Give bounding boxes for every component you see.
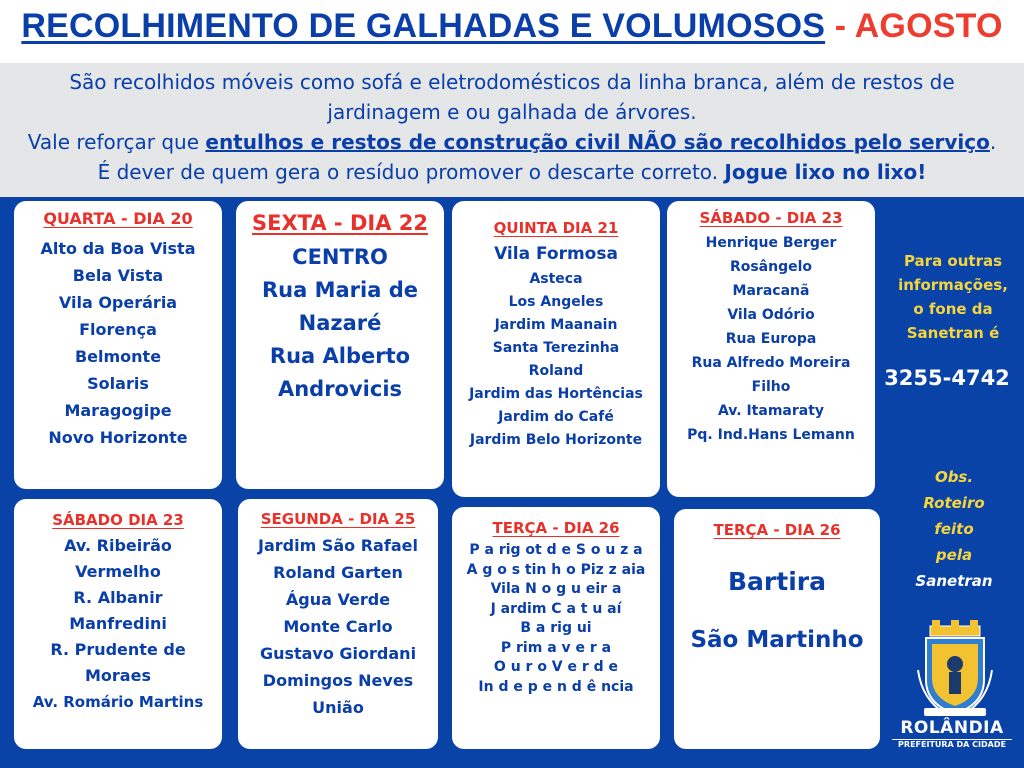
- list-item: Vila Operária: [58, 293, 178, 312]
- obs-line: Obs.: [934, 468, 974, 486]
- intro-line-4-pre: É dever de quem gera o resíduo promover o descarte correto.: [97, 160, 725, 184]
- card-terca-26-a: [452, 507, 660, 749]
- list-item: Jardim das Hortências: [469, 386, 643, 402]
- info-line: Para outras: [903, 252, 1003, 270]
- list-item: P rim a v e r a: [500, 639, 612, 656]
- card-header: TERÇA - DIA 26: [492, 519, 620, 537]
- obs-line: Sanetran: [915, 572, 993, 590]
- card-header: SÁBADO - DIA 23: [699, 209, 843, 227]
- list-item: In d e p e n d ê ncia: [478, 678, 634, 695]
- obs-line: pela: [935, 546, 973, 564]
- list-item: Vila Formosa: [494, 244, 618, 264]
- list-item: Jardim São Rafael: [258, 536, 418, 555]
- card-sabado-23-a: [667, 201, 875, 497]
- intro-line-1: São recolhidos móveis como sofá e eletrodomésticos da linha branca, além de restos de: [69, 70, 955, 94]
- obs-line: feito: [934, 520, 974, 538]
- list-item: CENTRO: [292, 245, 388, 269]
- list-item: P a rig ot d e S o u z a: [469, 542, 643, 558]
- card-header: SEXTA - DIA 22: [252, 211, 428, 235]
- intro-line-2: jardinagem e ou galhada de árvores.: [327, 100, 697, 124]
- title-main: RECOLHIMENTO DE GALHADAS E VOLUMOSOS: [21, 7, 826, 45]
- intro-line-4: [0, 157, 1024, 187]
- list-item: Roland: [528, 363, 584, 379]
- header: [0, 0, 1024, 197]
- card-header: TERÇA - DIA 26: [713, 521, 841, 539]
- title-month: - AGOSTO: [825, 7, 1003, 45]
- list-item: Vila N o g u eir a: [490, 581, 622, 597]
- list-item: Av. Ribeirão: [64, 536, 172, 555]
- list-item: União: [312, 698, 364, 717]
- list-item: B a rig ui: [520, 620, 592, 636]
- list-item: Rua Europa: [725, 331, 817, 347]
- list-item: Belmonte: [74, 347, 162, 366]
- list-item: Vila Odório: [727, 307, 815, 323]
- info-line: Sanetran é: [906, 324, 1000, 342]
- list-item: Henrique Berger: [705, 235, 837, 251]
- card-quarta-20: [14, 201, 222, 489]
- logo-subtitle: PREFEITURA DA CIDADE: [892, 739, 1012, 750]
- list-item: Rosângelo: [729, 259, 813, 275]
- list-item: O u r o V e r d e: [493, 659, 619, 675]
- list-item: Monte Carlo: [283, 617, 393, 636]
- card-header: QUINTA DIA 21: [493, 219, 619, 237]
- list-item: A g o s tin h o Piz z aia: [466, 561, 646, 578]
- list-item: Pq. Ind.Hans Lemann: [687, 427, 855, 443]
- list-item: Jardim Belo Horizonte: [469, 432, 643, 448]
- card-header: SÁBADO DIA 23: [52, 511, 184, 529]
- list-item: Filho: [751, 379, 791, 395]
- list-item: Rua Alfredo Moreira: [691, 355, 851, 371]
- list-item: Florença: [79, 320, 157, 339]
- card-segunda-25: [238, 499, 438, 749]
- list-item: Água Verde: [285, 590, 391, 609]
- list-item: Rua Maria de: [262, 278, 418, 302]
- list-item: Maracanã: [732, 283, 810, 299]
- intro-box: [0, 63, 1024, 197]
- city-crest-icon: [916, 620, 994, 720]
- list-item: Maragogipe: [64, 401, 172, 420]
- list-item: Roland Garten: [273, 563, 403, 582]
- list-item: Gustavo Giordani: [259, 644, 417, 663]
- list-item: Alto da Boa Vista: [40, 239, 196, 258]
- card-header: SEGUNDA - DIA 25: [260, 510, 416, 528]
- obs-text: [884, 464, 1024, 594]
- logo-name: ROLÂNDIA: [900, 718, 1004, 738]
- intro-line-3-post: .: [989, 130, 997, 154]
- list-item: Asteca: [529, 271, 583, 287]
- list-item: J ardim C a t u aí: [490, 600, 622, 617]
- card-terca-26-b: [674, 509, 880, 749]
- list-item: Manfredini: [69, 614, 167, 633]
- list-item: Santa Terezinha: [492, 340, 620, 356]
- card-sexta-22: [236, 201, 444, 489]
- phone-number: 3255-4742: [884, 366, 1010, 390]
- card-quinta-21: [452, 201, 660, 497]
- intro-line-4-bold: Jogue lixo no lixo!: [724, 160, 927, 184]
- card-header: QUARTA - DIA 20: [43, 209, 193, 228]
- intro-line-3: [0, 127, 1024, 157]
- list-item: Rua Alberto: [269, 344, 411, 368]
- intro-line-3-bold: entulhos e restos de construção civil NÃO são recolhidos pelo serviço: [205, 130, 990, 154]
- card-sabado-23-b: [14, 499, 222, 749]
- list-item: Bela Vista: [72, 266, 164, 285]
- list-item: Jardim do Café: [498, 409, 614, 425]
- info-text: [882, 249, 1024, 345]
- list-item: Androvicis: [277, 377, 403, 401]
- list-item: Solaris: [87, 374, 149, 393]
- list-item: R. Prudente de: [50, 640, 186, 659]
- list-item: Los Angeles: [508, 294, 604, 310]
- list-item: Jardim Maanain: [494, 317, 618, 333]
- intro-line-3-pre: Vale reforçar que: [27, 130, 206, 154]
- list-item: Nazaré: [298, 311, 382, 335]
- list-item: Novo Horizonte: [48, 428, 188, 447]
- info-line: informações,: [898, 276, 1008, 294]
- list-item: Av. Itamaraty: [717, 403, 825, 419]
- list-item: Moraes: [85, 666, 151, 685]
- page-title: [0, 6, 1024, 46]
- obs-line: Roteiro: [923, 494, 985, 512]
- list-item: Bartira: [728, 567, 826, 596]
- list-item: Av. Romário Martins: [32, 693, 204, 711]
- city-logo-text: [880, 718, 1024, 750]
- info-line: o fone da: [913, 300, 993, 318]
- list-item: R. Albanir: [73, 588, 163, 607]
- list-item: Vermelho: [75, 562, 161, 581]
- list-item: Domingos Neves: [262, 671, 414, 690]
- list-item: São Martinho: [690, 627, 864, 653]
